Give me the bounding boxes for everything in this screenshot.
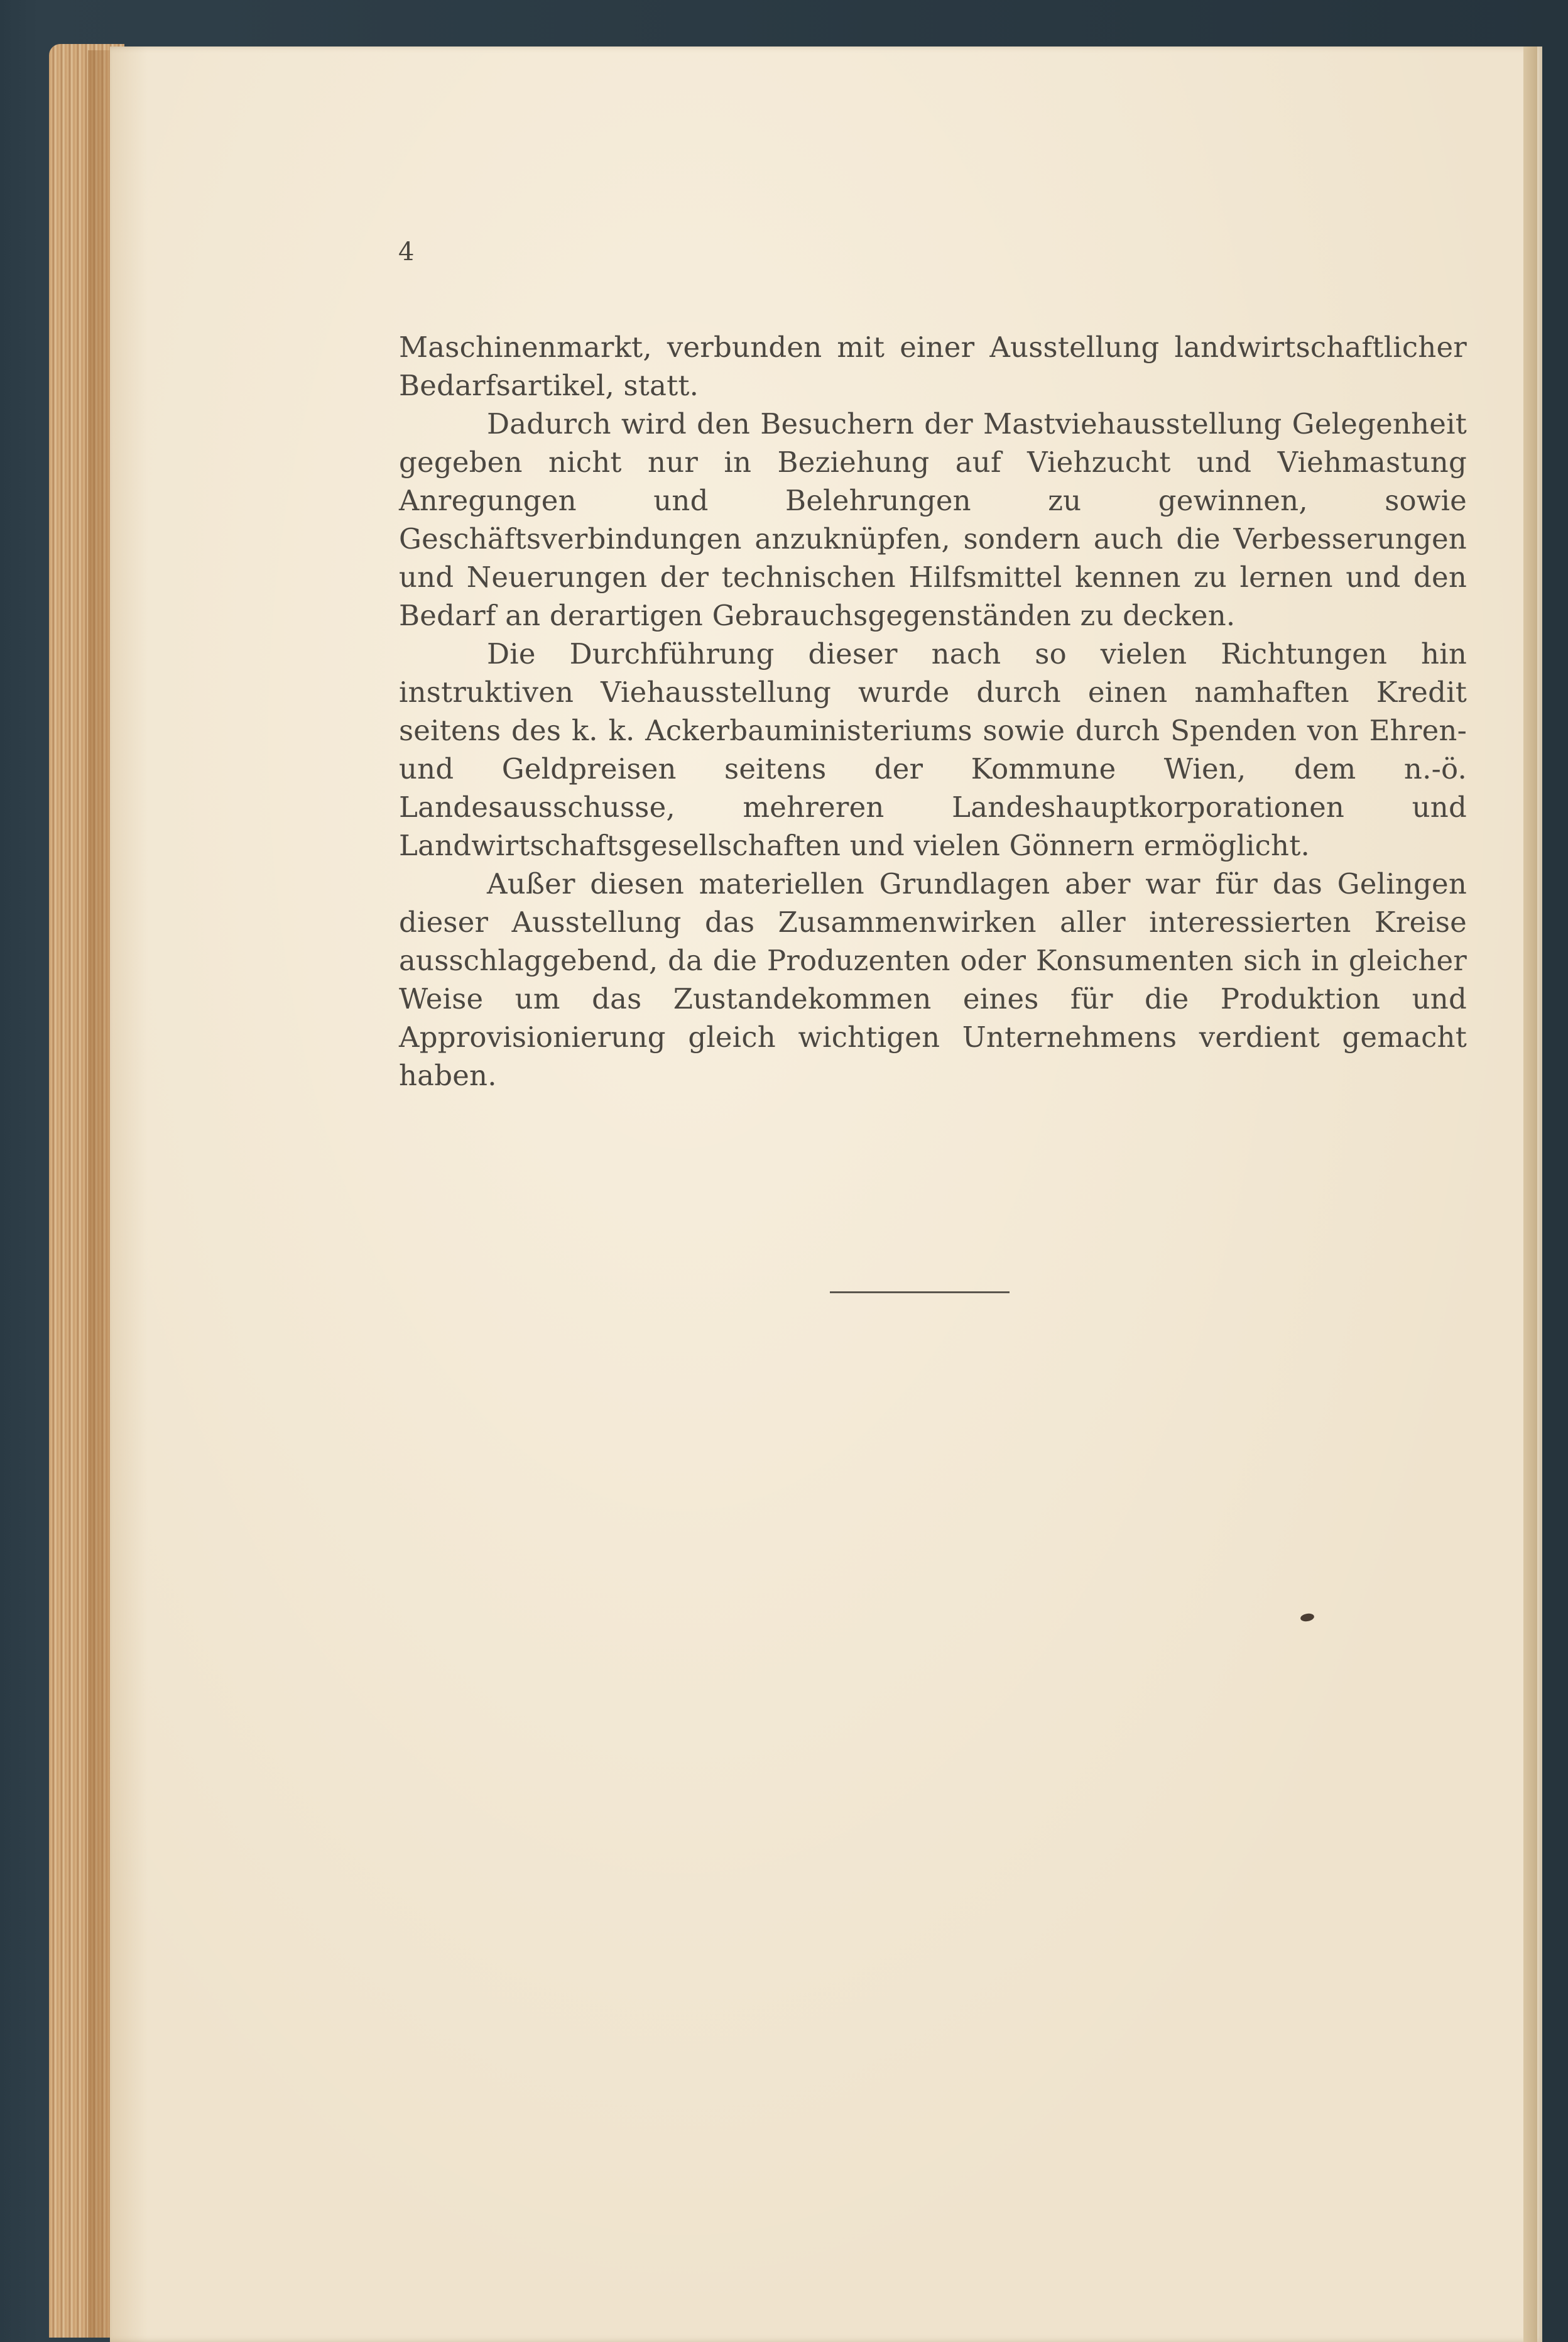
body-text bbox=[399, 328, 1467, 1095]
section-divider-rule bbox=[830, 1291, 1010, 1293]
page-number: 4 bbox=[398, 238, 415, 266]
page-right-edge bbox=[1523, 47, 1537, 2342]
paragraph-3: Die Durchführung dieser nach so vielen Richtungen hin instruktiven Viehausstellung wurde durch einen namhaften Kredit seitens des k. k. Ackerbauministeriums sowie durch Spenden von Ehren- und Geldpreisen seitens der Kommune Wien, dem n.-ö. Landesausschusse, mehreren Landeshauptkorporationen und Landwirtschaftsgesellschaften und vielen Gönnern ermöglicht. bbox=[399, 637, 1467, 862]
paragraph-4: Außer diesen materiellen Grundlagen aber war für das Gelingen dieser Ausstellung das Zusammenwirken aller interessierten Kreise ausschlaggebend, da die Produzenten oder Konsumenten sich in gleicher Weise um das Zustandekommen eines für die Produktion und Approvisionierung gleich wichtigen Unternehmens verdient gemacht haben. bbox=[399, 867, 1467, 1092]
paragraph-2: Dadurch wird den Besuchern der Mastviehausstellung Gelegenheit gegeben nicht nur in Beziehung auf Viehzucht und Viehmastung Anregungen und Belehrungen zu gewinnen, sowie Geschäftsverbindungen anzuknüpfen, sondern auch die Verbesserungen und Neuerungen der technischen Hilfsmittel kennen zu lernen und den Bedarf an derartigen Gebrauchsgegenständen zu decken. bbox=[399, 407, 1467, 632]
paragraph-1: Maschinenmarkt, verbunden mit einer Ausstellung landwirtschaftlicher Bedarfsartikel, statt. bbox=[399, 331, 1467, 402]
